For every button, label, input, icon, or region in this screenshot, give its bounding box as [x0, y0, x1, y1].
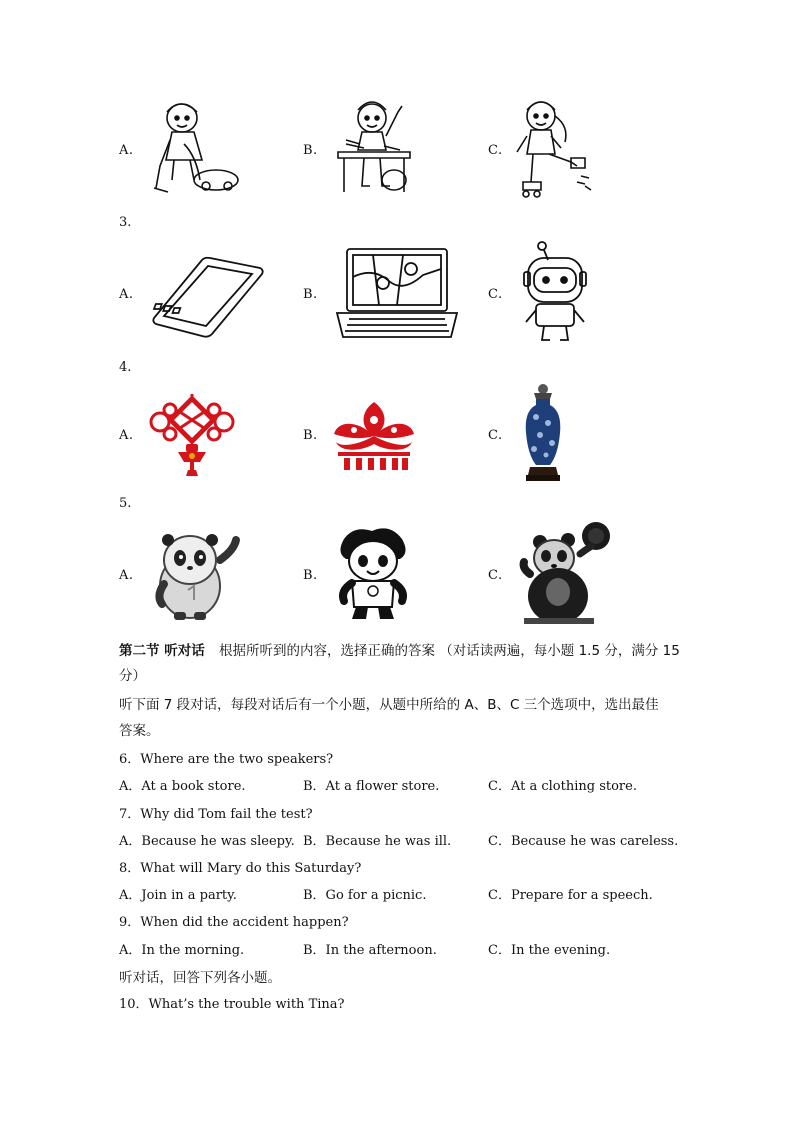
section-instruction-cont: 分）	[119, 668, 146, 684]
option-b[interactable]: B．Go for a picnic.	[303, 888, 427, 903]
option-a[interactable]: A．Because he was sleepy.	[119, 834, 295, 849]
option-a-label: A.	[119, 287, 134, 302]
option-b-label: B.	[303, 287, 318, 302]
question-stem: 7．Why did Tom fail the test?	[119, 807, 313, 822]
robot-icon	[520, 240, 590, 346]
option-a-label: A.	[119, 568, 134, 583]
question-stem: 10．What’s the trouble with Tina?	[119, 997, 345, 1012]
option-a[interactable]: A．In the morning.	[119, 943, 245, 958]
question-number: 3.	[119, 215, 132, 230]
option-c[interactable]: C．In the evening.	[488, 943, 611, 958]
option-a[interactable]: A．At a book store.	[119, 779, 246, 794]
option-b[interactable]: B．In the afternoon.	[303, 943, 437, 958]
section-title: 第二节 听对话	[119, 643, 205, 659]
section-heading	[119, 639, 680, 659]
question-number: 5.	[119, 496, 132, 511]
option-a-label: A.	[119, 428, 134, 443]
question-stem: 8．What will Mary do this Saturday?	[119, 861, 362, 876]
section-instruction: 根据所听到的内容，选择正确的答案 （对话读两遍，每小题 1.5 分，满分 15	[219, 643, 680, 659]
option-a[interactable]: A．Join in a party.	[119, 888, 237, 903]
option-b-label: B.	[303, 568, 318, 583]
sub-instruction: 听下面 7 段对话，每段对话后有一个小题，从题中所给的 A、B、C 三个选项中，选出最佳	[119, 697, 659, 713]
girl-roller-skating-icon	[515, 96, 595, 202]
laptop-with-map-icon	[333, 247, 461, 342]
question-number: 4.	[119, 360, 132, 375]
option-c-label: C.	[488, 568, 503, 583]
option-b[interactable]: B．Because he was ill.	[303, 834, 452, 849]
question-stem: 6．Where are the two speakers?	[119, 752, 334, 767]
option-b-label: B.	[303, 428, 318, 443]
question-stem: 9．When did the accident happen?	[119, 915, 349, 930]
option-b-label: B.	[303, 143, 318, 158]
option-c-label: C.	[488, 428, 503, 443]
panda-statue-icon	[520, 518, 616, 624]
porcelain-vase-icon	[522, 383, 564, 483]
option-c[interactable]: C．Prepare for a speech.	[488, 888, 653, 903]
smartphone-icon	[150, 254, 265, 339]
option-b[interactable]: B．At a flower store.	[303, 779, 440, 794]
option-c-label: C.	[488, 143, 503, 158]
bing-dwen-dwen-mascot-icon	[150, 530, 242, 622]
option-a-label: A.	[119, 143, 134, 158]
sub-instruction-cont: 答案。	[119, 723, 160, 739]
jingjing-mascot-icon	[334, 525, 412, 623]
option-c[interactable]: C．Because he was careless.	[488, 834, 679, 849]
dialog-intro: 听对话，回答下列各小题。	[119, 970, 281, 986]
option-c-label: C.	[488, 287, 503, 302]
girl-vacuuming-icon	[150, 96, 245, 200]
option-c[interactable]: C．At a clothing store.	[488, 779, 637, 794]
paper-cut-icon	[330, 398, 418, 472]
chinese-knot-icon	[148, 390, 236, 478]
girl-studying-at-desk-icon	[334, 96, 419, 202]
